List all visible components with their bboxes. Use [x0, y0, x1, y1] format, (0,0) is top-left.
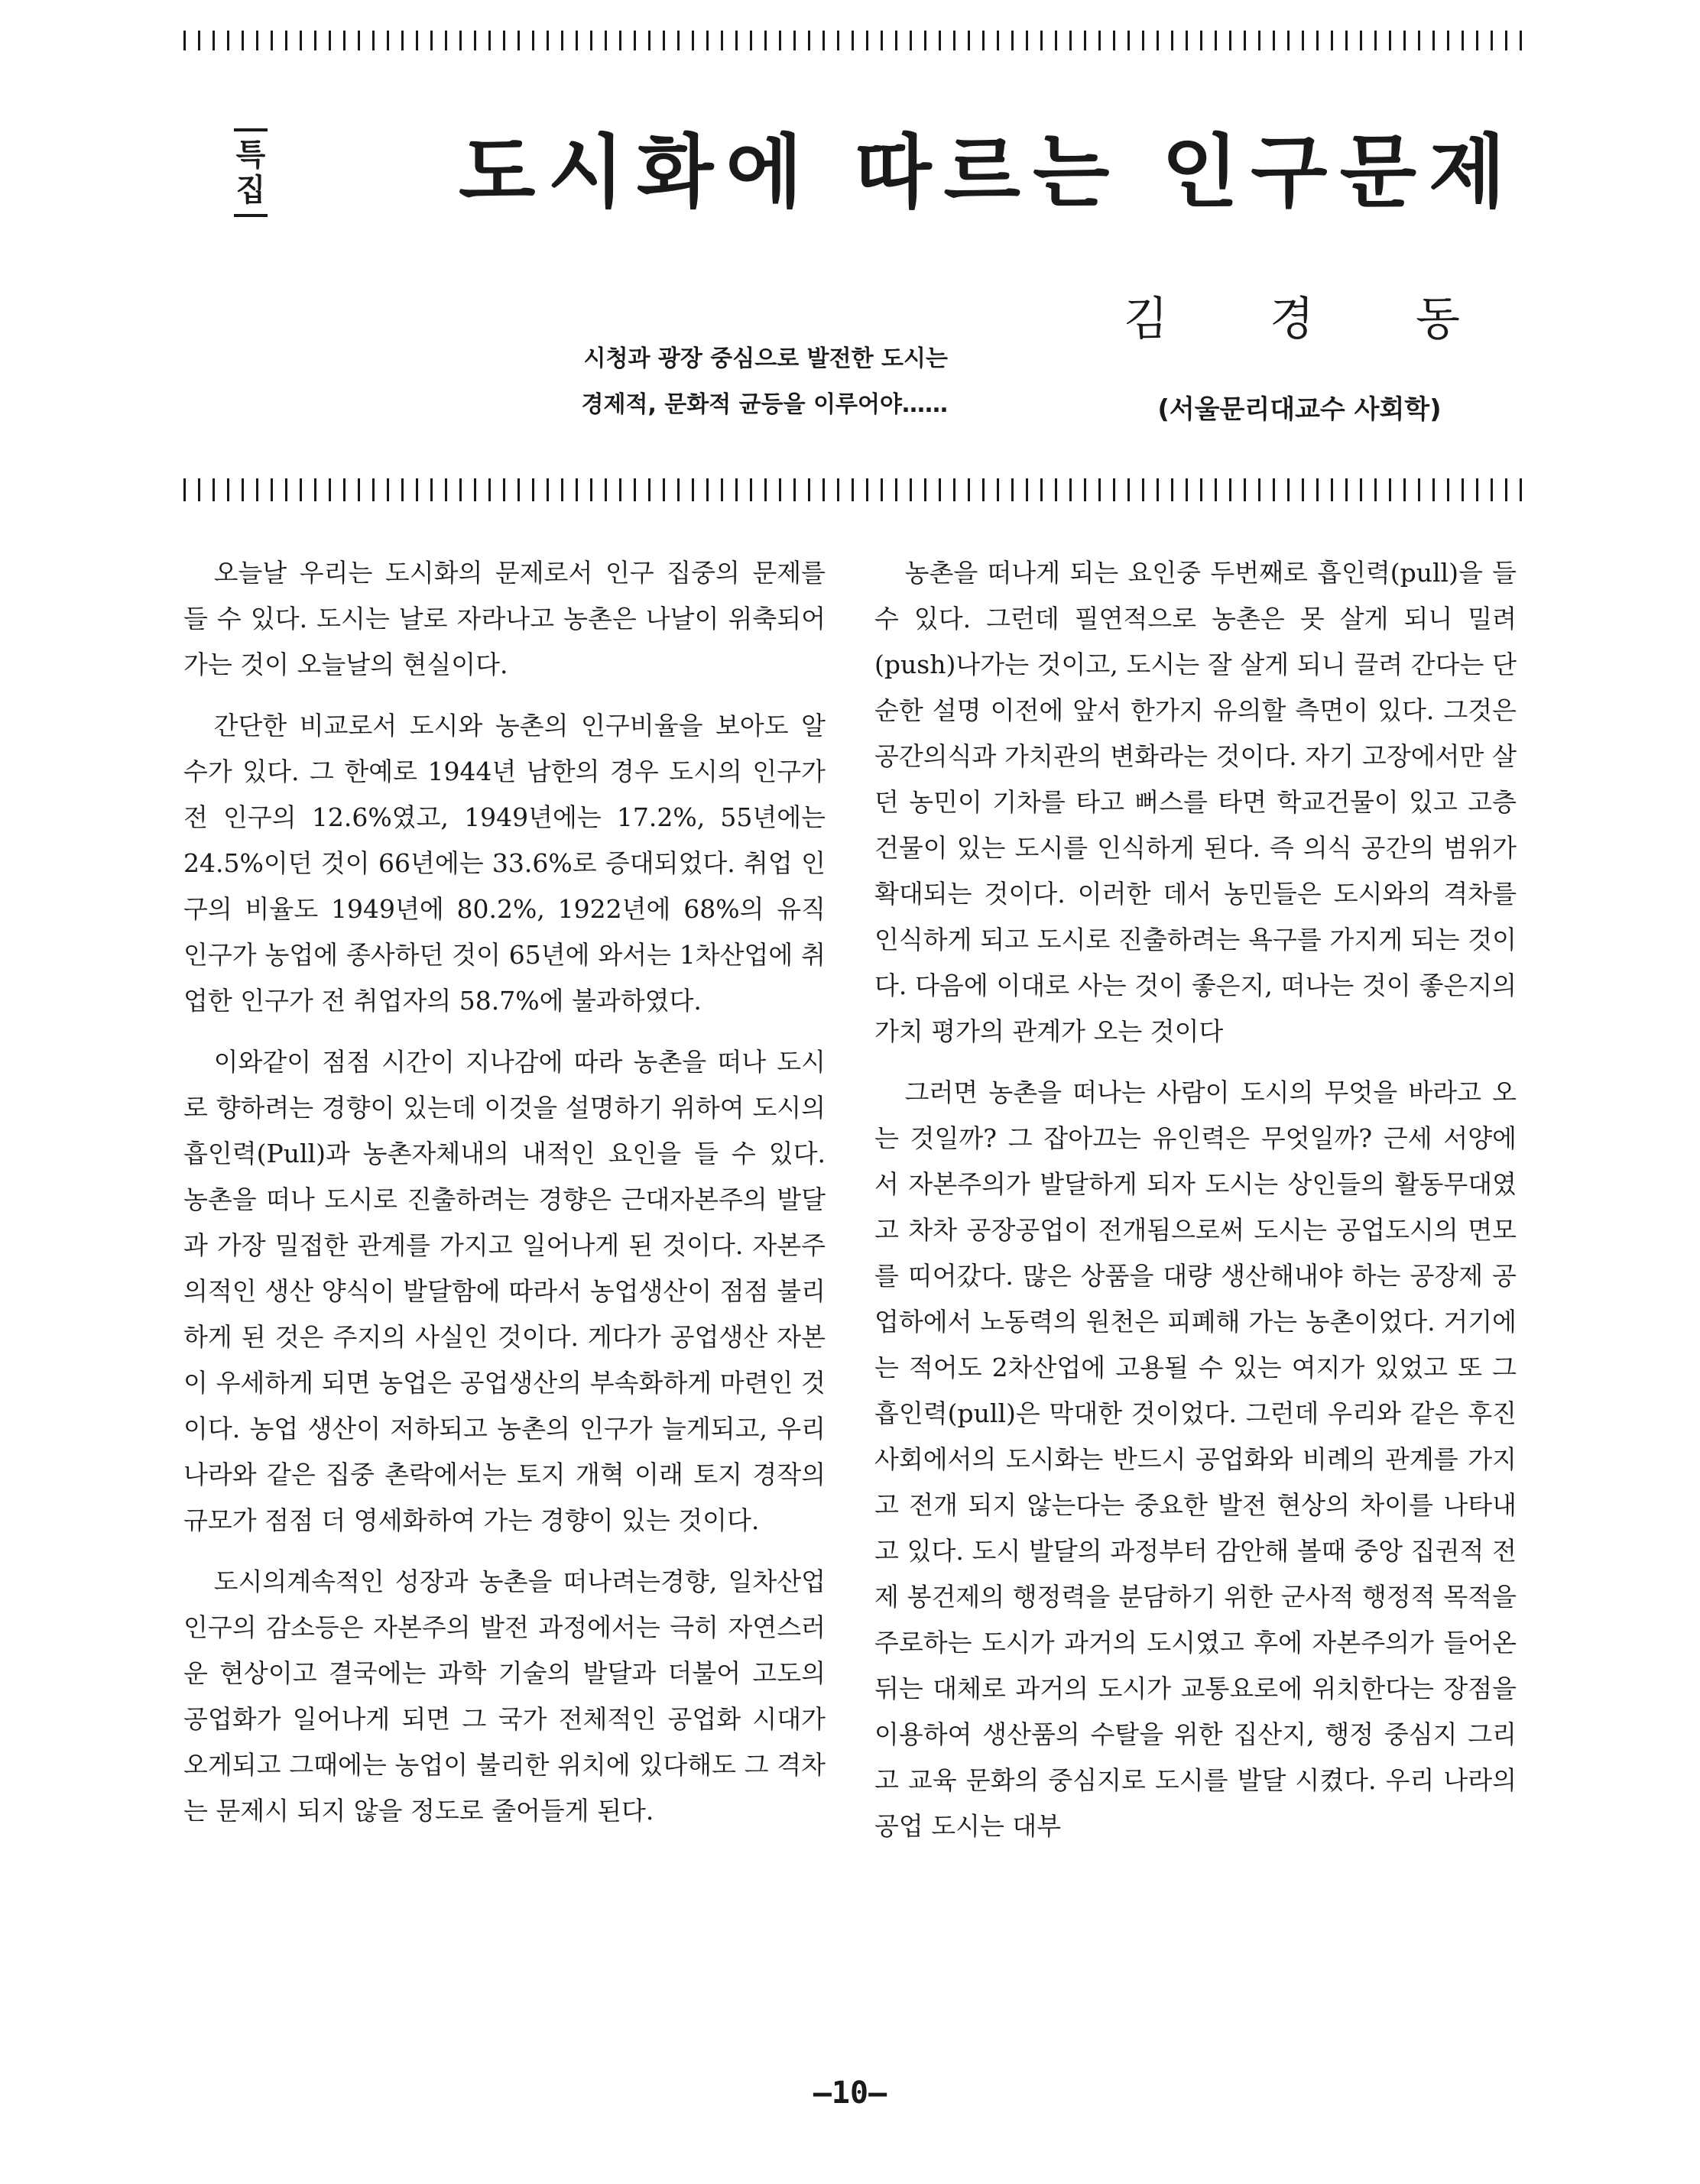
author-char: 경 [1270, 293, 1314, 346]
author-name [1124, 283, 1460, 348]
paragraph: 간단한 비교로서 도시와 농촌의 인구비율을 보아도 알 수가 있다. 그 한예로 1944년 남한의 경우 도시의 인구가 전 인구의 12.6%였고, 1949년에는 17.2%, 55년에는 24.5%이던 것이 66년에는 33.6%로 증대되었다. 취업 인구의 비율도 1949년에 80.2%, 1922년에 68%의 유직 인구가 농업에 종사하던 것이 65년에 와서는 1차산업에 취업한 인구가 전 취업자의 58.7%에 불과하였다. [183, 711, 826, 1016]
page-number: —10— [813, 2075, 887, 2111]
paragraph: 오늘날 우리는 도시화의 문제로서 인구 집중의 문제를 들 수 있다. 도시는 날로 자라나고 농촌은 나날이 위축되어 가는 것이 오늘날의 현실이다. [183, 558, 826, 679]
paragraph: 도시의계속적인 성장과 농촌을 떠나려는경향, 일차산업 인구의 감소등은 자본주의 발전 과정에서는 극히 자연스러운 현상이고 결국에는 과학 기술의 발달과 더불어 고도의 공업화가 일어나게 되면 그 국가 전체적인 공업화 시대가 오게되고 그때에는 농업이 불리한 위치에 있다해도 그 격차는 문제시 되지 않을 정도로 줄어들게 된다. [183, 1567, 826, 1826]
tag-label: 특집 [235, 138, 266, 208]
tag-bar-top [234, 128, 268, 131]
author-affiliation: (서울문리대교수 사회학) [1157, 394, 1442, 425]
section-tag [229, 122, 272, 223]
left-column [183, 550, 826, 1849]
top-decorative-rule [183, 31, 1529, 50]
article-title: 도시화에 따르는 인구문제 [459, 125, 1518, 219]
author-char: 김 [1124, 293, 1168, 346]
subtitle-line: 시청과 광장 중심으로 발전한 도시는 [583, 345, 948, 372]
tag-bar-bottom [234, 214, 268, 217]
subtitle-line: 경제적, 문화적 균등을 이루어야…… [581, 391, 948, 418]
paragraph: 이와같이 점점 시간이 지나감에 따라 농촌을 떠나 도시로 향하려는 경향이 있는데 이것을 설명하기 위하여 도시의 흡인력(Pull)과 농촌자체내의 내적인 요인을 들 수 있다. 농촌을 떠나 도시로 진출하려는 경향은 근대자본주의 발달과 가장 밀접한 관계를 가지고 일어나게 된 것이다. 자본주의적인 생산 양식이 발달함에 따라서 농업생산이 점점 불리하게 된 것은 주지의 사실인 것이다. 게다가 공업생산 자본이 우세하게 되면 농업은 공업생산의 부속화하게 마련인 것이다. 농업 생산이 저하되고 농촌의 인구가 늘게되고, 우리나라와 같은 집중 촌락에서는 토지 개혁 이래 토지 경작의 규모가 점점 더 영세화하여 가는 경향이 있는 것이다. [183, 1047, 826, 1535]
article-subtitle [397, 336, 948, 428]
paragraph: 농촌을 떠나게 되는 요인중 두번째로 흡인력(pull)을 들 수 있다. 그런데 필연적으로 농촌은 못 살게 되니 밀려(push)나가는 것이고, 도시는 잘 살게 되니 끌려 간다는 단순한 설명 이전에 앞서 한가지 유의할 측면이 있다. 그것은 공간의식과 가치관의 변화라는 것이다. 자기 고장에서만 살던 농민이 기차를 타고 뻐스를 타면 학교건물이 있고 고층 건물이 있는 도시를 인식하게 된다. 즉 의식 공간의 범위가 확대되는 것이다. 이러한 데서 농민들은 도시와의 격차를 인식하게 되고 도시로 진출하려는 욕구를 가지게 되는 것이다. 다음에 이대로 사는 것이 좋은지, 떠나는 것이 좋은지의 가치 평가의 관계가 오는 것이다 [874, 558, 1517, 1046]
right-column [874, 550, 1517, 1865]
author-char: 동 [1416, 293, 1460, 346]
middle-decorative-rule [183, 478, 1529, 501]
paragraph: 그러면 농촌을 떠나는 사람이 도시의 무엇을 바라고 오는 것일까? 그 잡아끄는 유인력은 무엇일까? 근세 서양에서 자본주의가 발달하게 되자 도시는 상인들의 활동무대였고 차차 공장공업이 전개됨으로써 도시는 공업도시의 면모를 띠어갔다. 많은 상품을 대량 생산해내야 하는 공장제 공업하에서 노동력의 원천은 피폐해 가는 농촌이었다. 거기에는 적어도 2차산업에 고용될 수 있는 여지가 있었고 또 그 흡인력(pull)은 막대한 것이었다. 그런데 우리와 같은 후진 사회에서의 도시화는 반드시 공업화와 비례의 관계를 가지고 전개 되지 않는다는 중요한 발전 현상의 차이를 나타내고 있다. 도시 발달의 과정부터 감안해 볼때 중앙 집권적 전제 봉건제의 행정력을 분담하기 위한 군사적 행정적 목적을 주로하는 도시가 과거의 도시였고 후에 자본주의가 들어온 뒤는 대체로 과거의 도시가 교통요로에 위치한다는 장점을 이용하여 생산품의 수탈을 위한 집산지, 행정 중심지 그리고 교육 문화의 중심지로 도시를 발달 시켰다. 우리 나라의 공업 도시는 대부 [874, 1077, 1517, 1841]
